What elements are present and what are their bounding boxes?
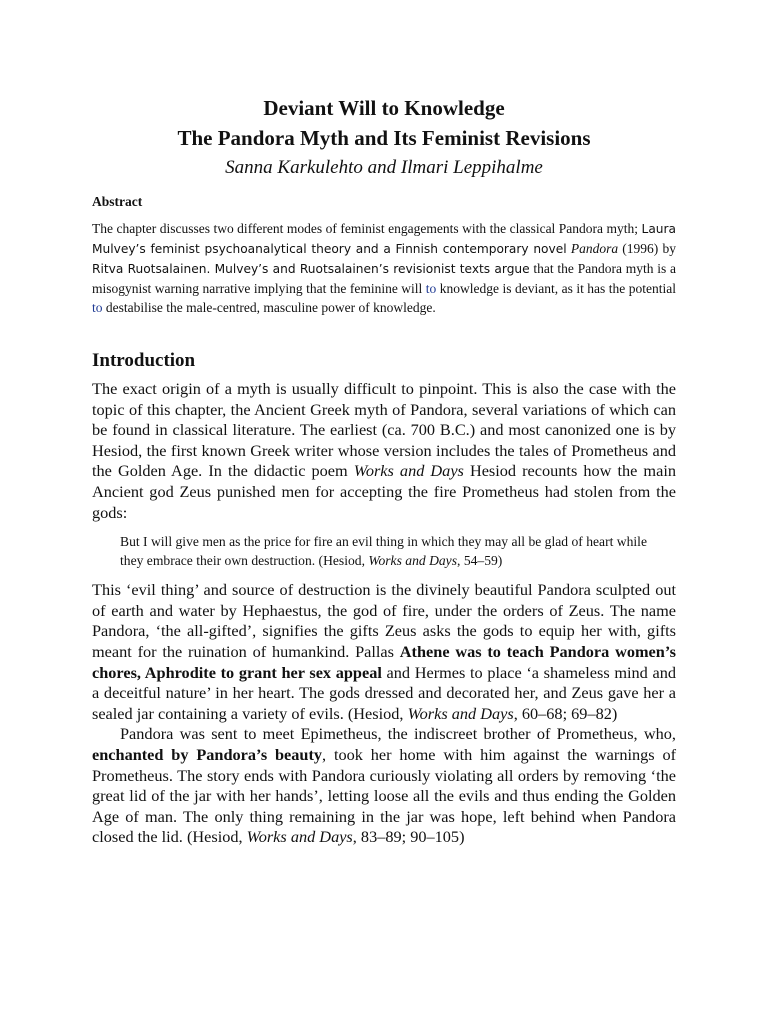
- work-title: Works and Days: [246, 827, 353, 847]
- text-run: and Hermes to place ‘a shameless mind and a deceitful nature’ in her heart. The gods dressed and decorated her, and Zeus gave her a sealed jar containing a variety of evils. (Hesiod,: [92, 662, 677, 723]
- abstract-text-part: Laura Mulvey’s feminist psychoanalytical theory and a Finnish contemporary novel: [92, 222, 676, 256]
- work-title: Works and Days: [368, 552, 458, 568]
- highlighted-text: enchanted by Pandora’s beauty: [92, 744, 323, 764]
- block-quote: [120, 533, 676, 570]
- abstract-heading: Abstract: [92, 194, 143, 209]
- paragraph-1: [92, 379, 676, 523]
- highlighted-text: Athene was to teach Pandora women’s chores, Aphrodite to grant her sex appeal: [92, 641, 676, 682]
- abstract-text-part: The chapter discusses two different modes of feminist engagements with the classical Pandora myth;: [92, 221, 642, 236]
- work-title: Works and Days: [407, 703, 514, 723]
- abstract-text-part: that the Pandora myth is a misogynist warning narrative implying that the feminine will: [92, 261, 676, 296]
- text-run: This ‘evil thing’ and source of destruction is the divinely beautiful Pandora sculpted out of earth and water by Hephaestus, the god of fire, under the orders of Zeus. The name Pandora, ‘the all-gifted’, signifies the gifts Zeus asks the gods to equip her with, gifts meant for the ruination of humankind. Pallas: [92, 580, 676, 661]
- title-line-2: The Pandora Myth and Its Feminist Revisions: [177, 126, 591, 150]
- text-run: Hesiod recounts how the main Ancient god Zeus punished men for accepting the fire Prometheus had stolen from the gods:: [92, 461, 676, 522]
- work-title: Works and Days: [353, 461, 464, 481]
- text-run: , 54–59): [457, 552, 503, 568]
- authors: Sanna Karkulehto and Ilmari Leppihalme: [225, 157, 543, 178]
- abstract-text-part: destabilise the male-centred, masculine power of knowledge.: [102, 300, 436, 315]
- abstract-text-part: (1996) by: [618, 241, 676, 256]
- text-run: , took her home with him against the warnings of Prometheus. The story ends with Pandora curiously violating all orders by removing ‘the great lid of the jar with her hands’, letting loose all the evils and thus ending the Golden Age of man. The only thing remaining in the jar was hope, left behind when Pandora closed the lid. (Hesiod,: [92, 744, 677, 847]
- abstract-link-word: to: [92, 300, 103, 315]
- text-run: , 60–68; 69–82): [513, 703, 618, 723]
- abstract-text-part: knowledge is deviant, as it has the potential: [436, 281, 676, 296]
- paragraph-2: [92, 580, 676, 724]
- abstract-text: [92, 219, 676, 317]
- section-heading-introduction: Introduction: [92, 350, 196, 371]
- text-run: , 83–89; 90–105): [352, 827, 465, 847]
- abstract-link-word: to: [425, 281, 437, 296]
- text-run: But I will give men as the price for fire an evil thing in which they may all be glad of heart while they embrace their own destruction. (Hesiod,: [120, 534, 647, 568]
- abstract-text-part: Ritva Ruotsalainen. Mulvey’s and Ruotsalainen’s revisionist texts argue: [92, 262, 530, 276]
- text-run: Pandora was sent to meet Epimetheus, the indiscreet brother of Prometheus, who,: [120, 724, 676, 744]
- novel-title: Pandora: [570, 241, 619, 256]
- paragraph-3: [92, 724, 676, 848]
- text-run: The exact origin of a myth is usually difficult to pinpoint. This is also the case with the topic of this chapter, the Ancient Greek myth of Pandora, several variations of which can be found in classical literature. The earliest (ca. 700 B.C.) and most canonized one is by Hesiod, the first known Greek writer whose version includes the tales of Prometheus and the Golden Age. In the didactic poem: [92, 379, 676, 481]
- title-line-1: Deviant Will to Knowledge: [263, 96, 505, 120]
